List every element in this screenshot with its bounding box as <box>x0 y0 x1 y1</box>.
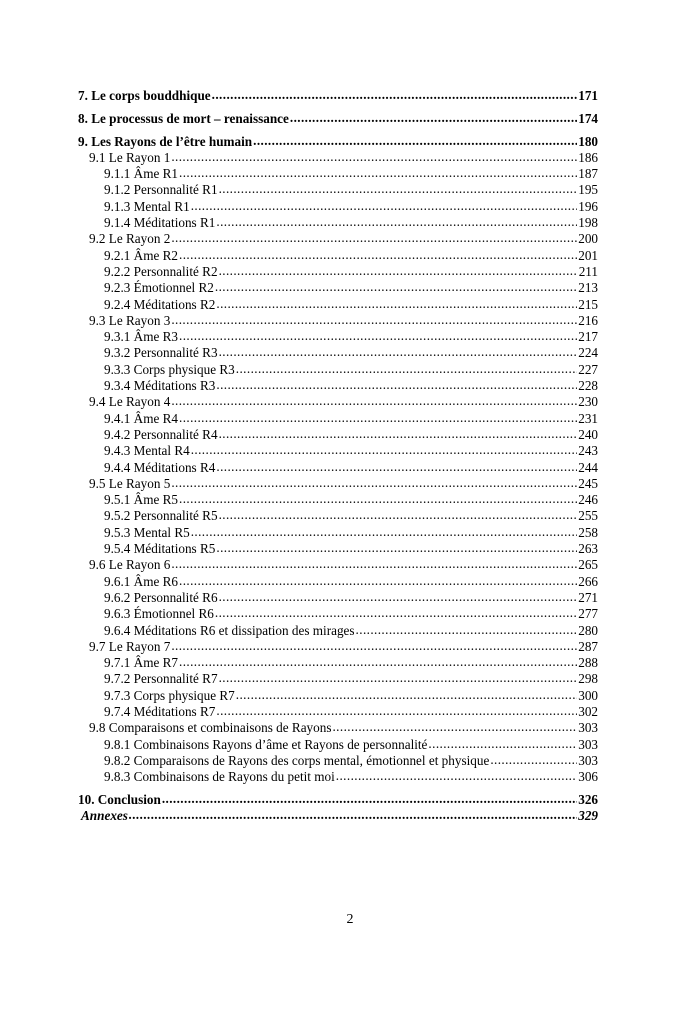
toc-entry-page: 243 <box>578 443 598 459</box>
toc-entry-page: 298 <box>578 671 598 687</box>
toc-entry-page: 302 <box>578 703 598 719</box>
toc-entry-page: 258 <box>578 524 598 540</box>
toc-entry-title: 9.2 Le Rayon 2 <box>89 231 171 247</box>
toc-entry-title: 8. Le processus de mort – renaissance <box>78 110 289 126</box>
toc-entry-title: 9.1.3 Mental R1 <box>104 198 190 214</box>
toc-entry-subsection[interactable] <box>78 688 598 704</box>
toc-entry-page: 200 <box>578 231 598 247</box>
toc-entry-section[interactable] <box>78 394 598 410</box>
toc-dot-leader <box>219 426 578 442</box>
toc-dot-leader <box>219 263 578 279</box>
toc-dot-leader <box>236 361 577 377</box>
toc-entry-page: 180 <box>578 133 598 149</box>
toc-dot-leader <box>191 442 578 458</box>
toc-entry-title: 9.7.3 Corps physique R7 <box>104 687 235 703</box>
toc-entry-title: 9.1 Le Rayon 1 <box>89 149 171 165</box>
toc-entry-title: 9.4.2 Personnalité R4 <box>104 426 218 442</box>
toc-dot-leader <box>179 247 577 263</box>
toc-entry-subsection[interactable] <box>78 508 598 524</box>
toc-entry-subsection[interactable] <box>78 671 598 687</box>
toc-entry-title: 9.4 Le Rayon 4 <box>89 394 171 410</box>
toc-dot-leader <box>216 296 577 312</box>
toc-entry-page: 255 <box>578 508 598 524</box>
toc-entry-title: 9. Les Rayons de l’être humain <box>78 133 253 149</box>
toc-entry-section[interactable] <box>78 313 598 329</box>
toc-entry-title: 9.2.2 Personnalité R2 <box>104 263 218 279</box>
toc-entry-page: 277 <box>578 606 598 622</box>
toc-entry-annexes[interactable] <box>78 808 598 824</box>
toc-entry-title: 9.6.1 Âme R6 <box>104 573 178 589</box>
toc-entry-section[interactable] <box>78 231 598 247</box>
toc-entry-title: 9.8.3 Combinaisons de Rayons du petit moi <box>104 769 335 785</box>
toc-entry-subsection[interactable] <box>78 541 598 557</box>
toc-entry-page: 271 <box>578 589 598 605</box>
toc-dot-leader <box>490 752 577 768</box>
toc-dot-leader <box>219 181 578 197</box>
toc-entry-section[interactable] <box>78 476 598 492</box>
toc-entry-chapter-8[interactable] <box>78 111 598 127</box>
toc-entry-subsection[interactable] <box>78 525 598 541</box>
toc-entry-page: 224 <box>578 345 598 361</box>
toc-entry-page: 201 <box>578 247 598 263</box>
toc-dot-leader <box>171 149 577 165</box>
toc-entry-page: 217 <box>578 329 598 345</box>
toc-entry-page: 230 <box>578 394 598 410</box>
toc-entry-subsection[interactable] <box>78 443 598 459</box>
toc-entry-title: Annexes <box>81 808 128 824</box>
toc-entry-page: 326 <box>578 791 598 807</box>
toc-entry-page: 244 <box>578 459 598 475</box>
toc-dot-leader <box>162 791 577 807</box>
toc-entry-title: 9.2.1 Âme R2 <box>104 247 178 263</box>
toc-dot-leader <box>171 393 577 409</box>
toc-entry-subsection[interactable] <box>78 297 598 313</box>
toc-entry-subsection[interactable] <box>78 655 598 671</box>
toc-dot-leader <box>236 687 577 703</box>
toc-entry-page: 263 <box>578 541 598 557</box>
toc-dot-leader <box>179 491 577 507</box>
toc-entry-title: 7. Le corps bouddhique <box>78 88 211 103</box>
toc-dot-leader <box>216 214 577 230</box>
toc-entry-title: 9.4.4 Méditations R4 <box>104 459 216 475</box>
toc-entry-title: 9.5.4 Méditations R5 <box>104 541 216 557</box>
toc-entry-title: 9.6 Le Rayon 6 <box>89 557 171 573</box>
toc-entry-title: 9.8 Comparaisons et combinaisons de Rayons <box>89 720 332 736</box>
toc-entry-page: 306 <box>578 769 598 785</box>
toc-dot-leader <box>171 475 577 491</box>
toc-dot-leader <box>179 410 577 426</box>
toc-entry-subsection[interactable] <box>78 427 598 443</box>
toc-entry-page: 215 <box>578 296 598 312</box>
toc-entry-subsection[interactable] <box>78 362 598 378</box>
toc-entry-title: 9.5.2 Personnalité R5 <box>104 508 218 524</box>
toc-entry-chapter-9[interactable] <box>78 134 598 150</box>
toc-entry-title: 9.4.3 Mental R4 <box>104 443 190 459</box>
toc-entry-page: 216 <box>578 312 598 328</box>
toc-entry-subsection[interactable] <box>78 280 598 296</box>
toc-dot-leader <box>332 719 577 735</box>
toc-dot-leader <box>336 768 577 784</box>
toc-entry-subsection[interactable] <box>78 199 598 215</box>
toc-entry-section[interactable] <box>78 720 598 736</box>
toc-dot-leader <box>290 110 577 126</box>
toc-dot-leader <box>356 622 578 638</box>
toc-dot-leader <box>216 459 577 475</box>
toc-entry-page: 288 <box>578 655 598 671</box>
toc-entry-page: 211 <box>578 263 598 279</box>
toc-entry-title: 9.3.4 Méditations R3 <box>104 378 216 394</box>
toc-entry-page: 300 <box>578 687 598 703</box>
page-number: 2 <box>346 912 354 927</box>
toc-entry-subsection[interactable] <box>78 753 598 769</box>
toc-entry-title: 9.3 Le Rayon 3 <box>89 312 171 328</box>
toc-entry-title: 9.3.1 Âme R3 <box>104 329 178 345</box>
toc-entry-page: 287 <box>578 638 598 654</box>
toc-entry-subsection[interactable] <box>78 769 598 785</box>
toc-entry-title: 9.7.2 Personnalité R7 <box>104 671 218 687</box>
toc-entry-page: 245 <box>578 475 598 491</box>
toc-entry-page: 329 <box>578 808 598 824</box>
toc-entry-title: 9.6.3 Émotionnel R6 <box>104 606 214 622</box>
toc-dot-leader <box>179 573 577 589</box>
toc-entry-subsection[interactable] <box>78 264 598 280</box>
toc-dot-leader <box>171 312 577 328</box>
toc-entry-page: 196 <box>578 198 598 214</box>
toc-dot-leader <box>179 654 577 670</box>
toc-entry-title: 9.7.1 Âme R7 <box>104 655 178 671</box>
toc-entry-title: 9.7.4 Méditations R7 <box>104 703 216 719</box>
toc-entry-title: 9.3.3 Corps physique R3 <box>104 361 235 377</box>
toc-entry-title: 9.3.2 Personnalité R3 <box>104 345 218 361</box>
toc-entry-page: 231 <box>578 410 598 426</box>
toc-entry-subsection[interactable] <box>78 182 598 198</box>
toc-dot-leader <box>171 230 577 246</box>
toc-entry-title: 10. Conclusion <box>78 791 161 807</box>
toc-entry-chapter-10[interactable] <box>78 792 598 808</box>
toc-entry-page: 213 <box>578 280 598 296</box>
toc-entry-title: 9.7 Le Rayon 7 <box>89 638 171 654</box>
toc-dot-leader <box>219 344 578 360</box>
toc-entry-page: 265 <box>578 557 598 573</box>
toc-entry-subsection[interactable] <box>78 737 598 753</box>
toc-entry-subsection[interactable] <box>78 460 598 476</box>
toc-entry-title: 9.2.3 Émotionnel R2 <box>104 280 214 296</box>
toc-entry-page: 227 <box>578 361 598 377</box>
toc-entry-subsection[interactable] <box>78 329 598 345</box>
toc-entry-page: 246 <box>578 492 598 508</box>
toc-entry-title: 9.8.2 Comparaisons de Rayons des corps mental, émotionnel et physique <box>104 752 490 768</box>
toc-entry-title: 9.5.1 Âme R5 <box>104 492 178 508</box>
toc-entry-subsection[interactable] <box>78 345 598 361</box>
toc-dot-leader <box>219 507 578 523</box>
toc-dot-leader <box>216 703 577 719</box>
toc-entry-section[interactable] <box>78 639 598 655</box>
toc-dot-leader <box>129 807 577 823</box>
toc-dot-leader <box>171 556 577 572</box>
toc-entry-section[interactable] <box>78 557 598 573</box>
toc-entry-title: 9.1.1 Âme R1 <box>104 166 178 182</box>
toc-entry-title: 9.2.4 Méditations R2 <box>104 296 216 312</box>
toc-entry-page: 303 <box>578 720 598 736</box>
toc-entry-subsection[interactable] <box>78 623 598 639</box>
toc-entry-page: 174 <box>578 110 598 126</box>
table-of-contents <box>78 88 598 825</box>
toc-dot-leader <box>219 670 578 686</box>
toc-entry-title: 9.6.4 Méditations R6 et dissipation des mirages <box>104 622 355 638</box>
toc-entry-page: 240 <box>578 426 598 442</box>
toc-entry-section[interactable] <box>78 150 598 166</box>
toc-dot-leader <box>212 87 578 103</box>
toc-entry-page: 303 <box>578 736 598 752</box>
toc-entry-subsection[interactable] <box>78 411 598 427</box>
toc-entry-subsection[interactable] <box>78 378 598 394</box>
toc-entry-chapter-7[interactable] <box>78 88 598 104</box>
toc-dot-leader <box>216 540 577 556</box>
toc-dot-leader <box>253 133 577 149</box>
toc-entry-page: 303 <box>578 752 598 768</box>
toc-entry-title: 9.5 Le Rayon 5 <box>89 475 171 491</box>
toc-dot-leader <box>428 736 577 752</box>
toc-dot-leader <box>215 279 577 295</box>
toc-entry-page: 187 <box>578 166 598 182</box>
toc-dot-leader <box>215 605 577 621</box>
toc-entry-title: 9.5.3 Mental R5 <box>104 524 190 540</box>
toc-entry-subsection[interactable] <box>78 590 598 606</box>
toc-entry-subsection[interactable] <box>78 166 598 182</box>
toc-dot-leader <box>179 165 577 181</box>
toc-entry-page: 171 <box>578 88 598 103</box>
toc-entry-subsection[interactable] <box>78 574 598 590</box>
toc-dot-leader <box>216 377 577 393</box>
toc-entry-page: 228 <box>578 378 598 394</box>
toc-entry-subsection[interactable] <box>78 606 598 622</box>
toc-entry-title: 9.1.4 Méditations R1 <box>104 215 216 231</box>
toc-entry-title: 9.1.2 Personnalité R1 <box>104 182 218 198</box>
toc-entry-subsection[interactable] <box>78 704 598 720</box>
toc-entry-page: 266 <box>578 573 598 589</box>
toc-dot-leader <box>219 589 578 605</box>
toc-entry-title: 9.4.1 Âme R4 <box>104 410 178 426</box>
toc-entry-subsection[interactable] <box>78 492 598 508</box>
toc-entry-page: 198 <box>578 215 598 231</box>
toc-entry-page: 186 <box>578 149 598 165</box>
toc-dot-leader <box>171 638 577 654</box>
toc-dot-leader <box>179 328 577 344</box>
toc-dot-leader <box>191 198 578 214</box>
toc-entry-subsection[interactable] <box>78 215 598 231</box>
toc-dot-leader <box>191 524 578 540</box>
toc-entry-page: 195 <box>578 182 598 198</box>
toc-entry-page: 280 <box>578 622 598 638</box>
toc-entry-title: 9.6.2 Personnalité R6 <box>104 589 218 605</box>
toc-entry-title: 9.8.1 Combinaisons Rayons d’âme et Rayons de personnalité <box>104 736 428 752</box>
toc-entry-subsection[interactable] <box>78 248 598 264</box>
